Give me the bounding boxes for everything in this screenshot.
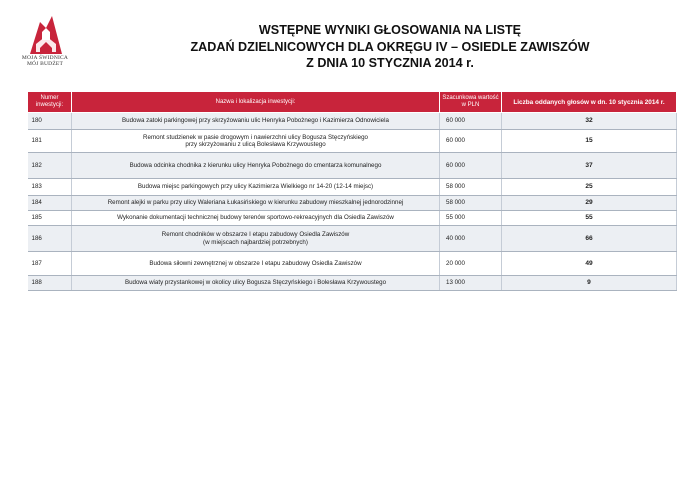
title-line3: Z DNIA 10 STYCZNIA 2014 r.	[306, 56, 474, 70]
cell-cost: 55 000	[440, 211, 502, 226]
table-row	[28, 196, 677, 211]
cell-name-line: Budowa siłowni zewnętrznej w obszarze I etapu zabudowy Osiedla Zawiszów	[149, 259, 362, 267]
cell-number: 183	[28, 179, 72, 196]
cell-number: 188	[28, 276, 72, 291]
table-row	[28, 211, 677, 226]
table-row	[28, 179, 677, 196]
cell-name	[72, 113, 440, 130]
cell-cost: 13 000	[440, 276, 502, 291]
cell-votes: 32	[502, 113, 677, 130]
cell-cost: 60 000	[440, 153, 502, 179]
cell-number: 186	[28, 226, 72, 252]
logo	[18, 14, 78, 76]
cell-name-line: Remont chodników w obszarze I etapu zabudowy Osiedla Zawiszów	[161, 231, 350, 239]
cell-cost: 60 000	[440, 130, 502, 153]
cell-votes: 15	[502, 130, 677, 153]
logo-line2: MÓJ BUDŻET	[26, 61, 64, 67]
cell-votes: 55	[502, 211, 677, 226]
cell-votes: 29	[502, 196, 677, 211]
cell-name	[72, 211, 440, 226]
cell-name-line: przy skrzyżowaniu z ulicą Bolesława Krzywoustego	[185, 141, 326, 148]
cell-cost: 58 000	[440, 179, 502, 196]
table-row	[28, 130, 677, 153]
cell-cost: 40 000	[440, 226, 502, 252]
cell-name-line: Budowa wiaty przystankowej w okolicy ulicy Bogusza Stęczyńskiego i Bolesława Krzywoustego	[124, 279, 387, 287]
cell-votes: 37	[502, 153, 677, 179]
cell-name-line: Wykonanie dokumentacji technicznej budowy terenów sportowo-rekreacyjnych dla Osiedla Zawiszów	[117, 214, 394, 222]
title-line1: WSTĘPNE WYNIKI GŁOSOWANIA NA LISTĘ	[258, 23, 522, 37]
cell-number: 184	[28, 196, 72, 211]
cell-name-line: Budowa miejsc parkingowych przy ulicy Kazimierza Wielkiego nr 14-20 (12-14 miejsc)	[137, 183, 374, 191]
table-header-row	[28, 92, 677, 113]
cell-name	[72, 226, 440, 252]
moja-swidnica-logo-icon	[26, 14, 66, 54]
cell-name	[72, 130, 440, 153]
cell-name-line: (w miejscach najbardziej potrzebnych)	[203, 238, 308, 246]
cell-name-line: Remont alejki w parku przy ulicy Waleriana Łukasińskiego w kierunku zabudowy mieszkalnej jednorodzinnej	[107, 199, 404, 207]
table-row	[28, 252, 677, 276]
cell-number: 181	[28, 130, 72, 153]
cell-name	[72, 153, 440, 179]
table-row	[28, 153, 677, 179]
header-cost: Szacunkowa wartość w PLN	[440, 92, 502, 113]
cell-number: 187	[28, 252, 72, 276]
logo-text	[18, 55, 72, 67]
cell-votes: 25	[502, 179, 677, 196]
header-name: Nazwa i lokalizacja inwestycji:	[72, 92, 440, 113]
cell-name-line: Budowa zatoki parkingowej przy skrzyżowaniu ulic Henryka Pobożnego i Kazimierza Odnowiciela	[122, 117, 389, 125]
table-row	[28, 226, 677, 252]
cell-votes: 49	[502, 252, 677, 276]
cell-votes: 9	[502, 276, 677, 291]
cell-cost: 20 000	[440, 252, 502, 276]
title-line2: ZADAŃ DZIELNICOWYCH DLA OKRĘGU IV – OSIEDLE ZAWISZÓW	[190, 39, 590, 54]
cell-name	[72, 179, 440, 196]
header-votes: Liczba oddanych głosów w dn. 10 stycznia 2014 r.	[502, 92, 677, 113]
results-table	[27, 91, 677, 291]
table-row	[28, 113, 677, 130]
cell-votes: 66	[502, 226, 677, 252]
cell-name	[72, 196, 440, 211]
cell-number: 180	[28, 113, 72, 130]
cell-number: 182	[28, 153, 72, 179]
logo-line1: MOJA ŚWIDNICA	[21, 55, 69, 61]
cell-name-line: Budowa odcinka chodnika z kierunku ulicy Henryka Pobożnego do cmentarza komunalnego	[129, 161, 382, 169]
cell-cost: 60 000	[440, 113, 502, 130]
table-body	[28, 113, 677, 291]
cell-cost: 58 000	[440, 196, 502, 211]
page-title	[80, 22, 700, 72]
cell-name	[72, 252, 440, 276]
table-row	[28, 276, 677, 291]
cell-name-line: Remont studzienek w pasie drogowym i nawierzchni ulicy Bogusza Stęczyńskiego	[143, 133, 368, 141]
header-number: Numer inwestycji:	[28, 92, 72, 113]
cell-number: 185	[28, 211, 72, 226]
cell-name	[72, 276, 440, 291]
